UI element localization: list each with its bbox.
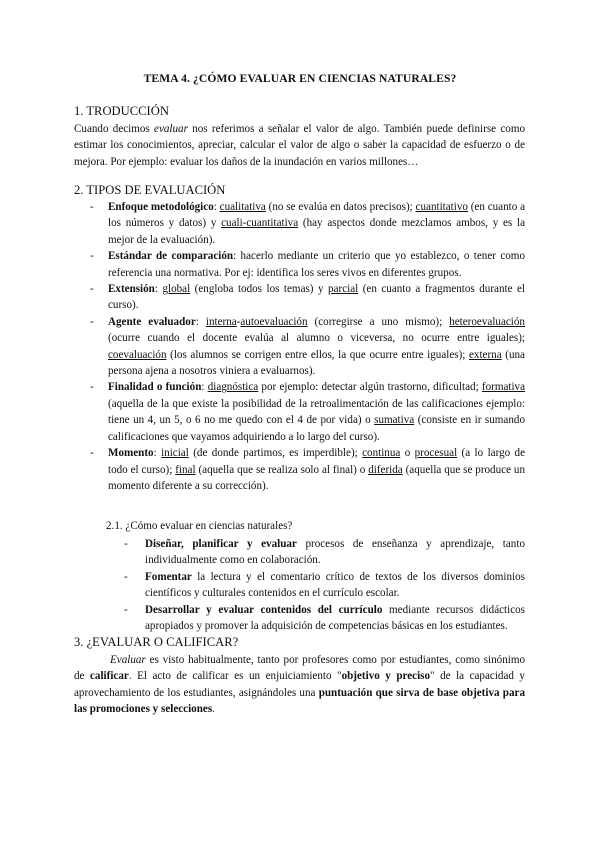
section-2-heading: 2. TIPOS DE EVALUACIÓN xyxy=(74,183,226,197)
section-3-heading: 3. ¿EVALUAR O CALIFICAR? xyxy=(74,635,239,649)
section-1-paragraph: Cuando decimos evaluar nos referimos a señalar el valor de algo. También puede definirse como estimar los conocimientos, apreciar, calcular el valor de algo o saber la capacidad de esfuerzo o de mejora. Por ejemplo: evaluar los daños de la inundación en varios millones… xyxy=(74,123,525,168)
evaluation-types-list xyxy=(90,199,525,494)
subsection-2-1-heading: 2.1. ¿Cómo evaluar en ciencias naturales? xyxy=(106,520,293,532)
list-item-desarrollar: - Desarrollar y evaluar contenidos del currículo mediante recursos didácticos apropiados y promover la adquisición de competencias básicas en los estudiantes. xyxy=(124,603,526,633)
list-item-enfoque: - Enfoque metodológico: cualitativa (no se evalúa en datos precisos); cuantitativo (en cuanto a los números y datos) y cuali-cuantitativa (hay aspectos donde mezclamos ambos, y es la mejor de la evaluación). xyxy=(90,201,526,246)
list-item-extension: - Extensión: global (engloba todos los temas) y parcial (en cuanto a fragmentos durante el curso). xyxy=(90,283,525,312)
list-item-estandar: - Estándar de comparación: hacerlo mediante un criterio que yo establezco, o tener como referencia una normativa. Por ej: identifica los seres vivos en diferentes grupos. xyxy=(90,250,525,279)
how-to-evaluate-list xyxy=(124,536,525,634)
list-item-agente: - Agente evaluador: interna-autoevaluación (corregirse a uno mismo); heteroevaluación (ocurre cuando el docente evalúa al alumno o viceversa, no ocurre entre iguales); coevaluación (los alumnos se corrigen entre ellos, la que ocurre entre iguales); externa (una persona ajena a nosotros viniera a evaluarnos). xyxy=(90,315,525,378)
document-title: TEMA 4. ¿CÓMO EVALUAR EN CIENCIAS NATURALES? xyxy=(143,72,457,85)
list-item-momento: - Momento: inicial (de donde partimos, es imperdible); continua o procesual (a lo largo de todo el curso); final (aquella que se realiza solo al final) o diferida (aquella que se produce un momento diferente a su corrección). xyxy=(90,447,526,492)
list-item-disenar: - Diseñar, planificar y evaluar procesos de enseñanza y aprendizaje, tanto individualmente como en colaboración. xyxy=(124,538,525,567)
list-item-finalidad: - Finalidad o función: diagnóstica por ejemplo: detectar algún trastorno, dificultad; formativa (aquella de la que existe la posibilidad de la retroalimentación de las calificaciones ejemplo: tiene un 4, un 5, o 6 no me quedo con el 4 de por vida) o sumativa (consiste en ir sumando calificaciones que vayamos adquiriendo a lo largo del curso). xyxy=(90,381,526,443)
section-3-paragraph: Evaluar es visto habitualmente, tanto por profesores como por estudiantes, como sinónimo de calificar. El acto de calificar es un enjuiciamiento "objetivo y preciso" de la capacidad y aprovechamiento de los estudiantes, asignándoles una puntuación que sirva de base objetiva para las promociones y selecciones. xyxy=(74,654,525,716)
section-1-heading: 1. TRODUCCIÓN xyxy=(74,104,169,118)
list-item-fomentar: - Fomentar la lectura y el comentario crítico de textos de los diversos dominios científicos y culturales contenidos en el currículo escolar. xyxy=(124,570,525,600)
